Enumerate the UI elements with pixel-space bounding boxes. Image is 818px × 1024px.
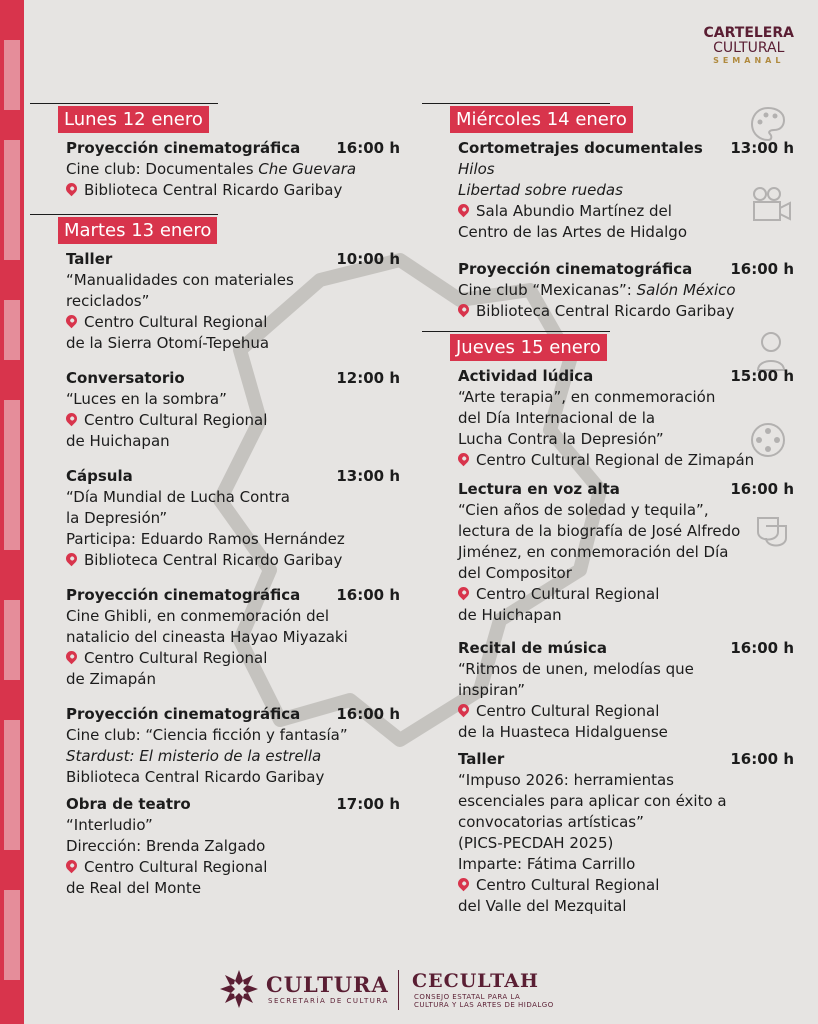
event-venue-text: Centro Cultural Regional bbox=[84, 411, 268, 429]
event-time: 15:00 h bbox=[730, 367, 794, 385]
event-detail-text: Cine Ghibli, en conmemoración del bbox=[66, 607, 330, 625]
event-item bbox=[458, 366, 794, 471]
event-detail-text: inspiran” bbox=[458, 681, 525, 699]
event-venue bbox=[66, 648, 400, 669]
event-detail-text: Cine club: “Ciencia ficción y fantasía” bbox=[66, 726, 348, 744]
left-decorative-bar bbox=[0, 0, 24, 1024]
event-detail bbox=[66, 487, 400, 508]
event-detail bbox=[66, 627, 400, 648]
event-venue-text: de Zimapán bbox=[66, 670, 156, 688]
event-detail bbox=[458, 280, 794, 301]
event-detail bbox=[66, 836, 400, 857]
event-detail bbox=[66, 767, 400, 788]
location-pin-icon bbox=[64, 858, 80, 874]
cultura-wordmark: CULTURA bbox=[266, 972, 389, 997]
day-rule bbox=[30, 214, 218, 215]
event-detail-text: Che Guevara bbox=[258, 160, 357, 178]
event-detail bbox=[66, 508, 400, 529]
event-type: Taller bbox=[66, 250, 113, 268]
event-item bbox=[66, 368, 400, 452]
event-venue-text: Centro Cultural Regional bbox=[476, 585, 660, 603]
brand-line-1: CARTELERA bbox=[703, 25, 794, 41]
event-detail bbox=[66, 389, 400, 410]
event-venue-text: de la Sierra Otomí-Tepehua bbox=[66, 334, 270, 352]
event-venue bbox=[458, 201, 794, 222]
event-detail-text: “Manualidades con materiales bbox=[66, 271, 294, 289]
event-detail-text: “Ritmos de unen, melodías que bbox=[458, 660, 694, 678]
day-header bbox=[422, 100, 794, 136]
event-detail bbox=[458, 770, 794, 791]
event-venue-text: de la Huasteca Hidalguense bbox=[458, 723, 668, 741]
event-venue-text: Sala Abundio Martínez del bbox=[476, 202, 672, 220]
day-rule bbox=[422, 331, 610, 332]
event-header bbox=[458, 138, 794, 159]
event-detail-text: lectura de la biografía de José Alfredo bbox=[458, 522, 741, 540]
day-header bbox=[30, 100, 400, 136]
event-venue-text: Centro Cultural Regional bbox=[84, 649, 268, 667]
event-detail bbox=[458, 833, 794, 854]
event-detail-text: “Interludio” bbox=[66, 816, 153, 834]
day-label: Jueves 15 enero bbox=[450, 334, 607, 361]
event-time: 16:00 h bbox=[336, 586, 400, 604]
event-detail-text: reciclados” bbox=[66, 292, 150, 310]
event-venue bbox=[66, 410, 400, 431]
event-time: 10:00 h bbox=[336, 250, 400, 268]
event-detail bbox=[66, 746, 400, 767]
event-venue bbox=[458, 875, 794, 896]
event-item bbox=[66, 249, 400, 354]
event-detail-text: Jiménez, en conmemoración del Día bbox=[458, 543, 729, 561]
event-detail bbox=[66, 270, 400, 291]
event-detail-text: la Depresión” bbox=[66, 509, 168, 527]
day-rule bbox=[422, 103, 610, 104]
cultura-star-icon bbox=[218, 968, 260, 1010]
event-header bbox=[66, 138, 400, 159]
event-venue-text: Biblioteca Central Ricardo Garibay bbox=[476, 302, 735, 320]
location-pin-icon bbox=[456, 702, 472, 718]
event-detail-text: Participa: Eduardo Ramos Hernández bbox=[66, 530, 345, 548]
event-detail-text: del Compositor bbox=[458, 564, 572, 582]
event-detail-text: Hilos bbox=[458, 160, 495, 178]
event-header bbox=[458, 749, 794, 770]
event-detail-text: (PICS-PECDAH 2025) bbox=[458, 834, 614, 852]
event-type: Taller bbox=[458, 750, 505, 768]
event-item bbox=[458, 749, 794, 917]
event-time: 16:00 h bbox=[336, 705, 400, 723]
event-detail bbox=[458, 680, 794, 701]
event-header bbox=[458, 366, 794, 387]
event-detail bbox=[66, 159, 400, 180]
event-venue bbox=[458, 222, 794, 243]
event-detail bbox=[458, 159, 794, 180]
event-venue-text: de Huichapan bbox=[458, 606, 562, 624]
location-pin-icon bbox=[456, 302, 472, 318]
event-header bbox=[66, 249, 400, 270]
event-header bbox=[66, 466, 400, 487]
event-detail-text: escenciales para aplicar con éxito a bbox=[458, 792, 727, 810]
left-column bbox=[30, 100, 400, 913]
event-venue bbox=[66, 878, 400, 899]
event-type: Obra de teatro bbox=[66, 795, 191, 813]
event-type: Conversatorio bbox=[66, 369, 185, 387]
event-detail-text: Imparte: Fátima Carrillo bbox=[458, 855, 636, 873]
event-time: 16:00 h bbox=[336, 139, 400, 157]
event-venue bbox=[66, 180, 400, 201]
event-header bbox=[66, 794, 400, 815]
day-label: Miércoles 14 enero bbox=[450, 106, 633, 133]
event-detail-text: “Impuso 2026: herramientas bbox=[458, 771, 674, 789]
brand-line-3: SEMANAL bbox=[713, 56, 785, 65]
right-column bbox=[422, 100, 794, 931]
event-detail bbox=[458, 521, 794, 542]
event-detail-text: Libertad sobre ruedas bbox=[458, 181, 623, 199]
location-pin-icon bbox=[456, 451, 472, 467]
event-item bbox=[66, 466, 400, 571]
event-detail bbox=[66, 529, 400, 550]
event-item bbox=[458, 138, 794, 243]
day-header bbox=[30, 211, 400, 247]
location-pin-icon bbox=[456, 202, 472, 218]
event-venue bbox=[66, 669, 400, 690]
event-detail-text: convocatorias artísticas” bbox=[458, 813, 644, 831]
cecultah-wordmark: CECULTAH bbox=[412, 970, 539, 992]
event-type: Cortometrajes documentales bbox=[458, 139, 703, 157]
secretaria-label: SECRETARÍA DE CULTURA bbox=[268, 997, 389, 1005]
event-venue bbox=[66, 857, 400, 878]
event-venue-text: Centro Cultural Regional bbox=[476, 702, 660, 720]
event-time: 16:00 h bbox=[730, 750, 794, 768]
event-detail bbox=[458, 542, 794, 563]
event-type: Recital de música bbox=[458, 639, 607, 657]
event-type: Proyección cinematográfica bbox=[66, 586, 301, 604]
location-pin-icon bbox=[456, 585, 472, 601]
event-item bbox=[66, 585, 400, 690]
event-time: 12:00 h bbox=[336, 369, 400, 387]
event-venue-text: Biblioteca Central Ricardo Garibay bbox=[84, 181, 343, 199]
event-venue-text: Centro Cultural Regional de Zimapán bbox=[476, 451, 755, 469]
location-pin-icon bbox=[64, 551, 80, 567]
event-detail-text: “Día Mundial de Lucha Contra bbox=[66, 488, 290, 506]
event-detail bbox=[458, 812, 794, 833]
event-detail bbox=[66, 815, 400, 836]
event-detail bbox=[66, 291, 400, 312]
event-detail-text: natalicio del cineasta Hayao Miyazaki bbox=[66, 628, 348, 646]
event-detail-text: Stardust: El misterio de la estrella bbox=[66, 747, 322, 765]
event-detail bbox=[458, 854, 794, 875]
event-time: 16:00 h bbox=[730, 639, 794, 657]
event-type: Lectura en voz alta bbox=[458, 480, 620, 498]
event-type: Proyección cinematográfica bbox=[458, 260, 693, 278]
event-detail-text: Lucha Contra la Depresión” bbox=[458, 430, 664, 448]
event-venue bbox=[458, 605, 794, 626]
event-header bbox=[458, 638, 794, 659]
event-venue bbox=[458, 301, 794, 322]
location-pin-icon bbox=[64, 181, 80, 197]
event-item bbox=[66, 704, 400, 788]
event-item bbox=[458, 259, 794, 322]
location-pin-icon bbox=[64, 313, 80, 329]
event-detail-text: “Arte terapia”, en conmemoración bbox=[458, 388, 716, 406]
day-rule bbox=[30, 103, 218, 104]
event-venue bbox=[66, 431, 400, 452]
event-detail bbox=[458, 387, 794, 408]
event-type: Actividad lúdica bbox=[458, 367, 594, 385]
event-detail-text: Salón México bbox=[636, 281, 736, 299]
day-label: Martes 13 enero bbox=[58, 217, 217, 244]
event-venue-text: de Real del Monte bbox=[66, 879, 202, 897]
event-type: Cápsula bbox=[66, 467, 133, 485]
event-time: 17:00 h bbox=[336, 795, 400, 813]
event-venue-text: Centro Cultural Regional bbox=[476, 876, 660, 894]
footer-logos bbox=[218, 966, 618, 1012]
event-detail bbox=[458, 408, 794, 429]
event-venue bbox=[458, 896, 794, 917]
event-time: 16:00 h bbox=[730, 260, 794, 278]
event-item bbox=[66, 794, 400, 899]
event-header bbox=[66, 368, 400, 389]
event-detail-text: “Luces en la sombra” bbox=[66, 390, 227, 408]
event-venue bbox=[458, 722, 794, 743]
event-detail-text: Dirección: Brenda Zalgado bbox=[66, 837, 266, 855]
event-detail bbox=[458, 500, 794, 521]
event-header bbox=[458, 259, 794, 280]
event-venue-text: del Valle del Mezquital bbox=[458, 897, 627, 915]
footer-divider bbox=[398, 970, 399, 1010]
event-detail bbox=[458, 563, 794, 584]
event-time: 16:00 h bbox=[730, 480, 794, 498]
event-type: Proyección cinematográfica bbox=[66, 705, 301, 723]
event-type: Proyección cinematográfica bbox=[66, 139, 301, 157]
event-detail bbox=[66, 725, 400, 746]
event-venue-text: Centro Cultural Regional bbox=[84, 858, 268, 876]
day-label: Lunes 12 enero bbox=[58, 106, 209, 133]
location-pin-icon bbox=[64, 411, 80, 427]
event-venue bbox=[66, 312, 400, 333]
event-item bbox=[458, 638, 794, 743]
day-header bbox=[422, 328, 794, 364]
event-item bbox=[458, 479, 794, 626]
event-venue bbox=[458, 450, 794, 471]
event-venue bbox=[458, 701, 794, 722]
consejo-line-1: CONSEJO ESTATAL PARA LA bbox=[414, 993, 521, 1001]
consejo-line-2: CULTURA Y LAS ARTES DE HIDALGO bbox=[414, 1001, 554, 1009]
event-detail bbox=[458, 180, 794, 201]
event-venue-text: Centro de las Artes de Hidalgo bbox=[458, 223, 687, 241]
event-venue bbox=[66, 333, 400, 354]
event-detail-text: Cine club: Documentales bbox=[66, 160, 259, 178]
event-detail bbox=[458, 659, 794, 680]
event-time: 13:00 h bbox=[336, 467, 400, 485]
event-venue bbox=[458, 584, 794, 605]
event-detail bbox=[458, 791, 794, 812]
event-detail bbox=[458, 429, 794, 450]
location-pin-icon bbox=[64, 649, 80, 665]
event-detail-text: del Día Internacional de la bbox=[458, 409, 656, 427]
cartelera-brand bbox=[704, 26, 794, 65]
event-venue bbox=[66, 550, 400, 571]
event-item bbox=[66, 138, 400, 201]
event-detail-text: Cine club “Mexicanas”: bbox=[458, 281, 637, 299]
event-time: 13:00 h bbox=[730, 139, 794, 157]
event-venue-text: de Huichapan bbox=[66, 432, 170, 450]
event-venue-text: Biblioteca Central Ricardo Garibay bbox=[84, 551, 343, 569]
event-header bbox=[458, 479, 794, 500]
event-detail-text: “Cien años de soledad y tequila”, bbox=[458, 501, 709, 519]
event-header bbox=[66, 585, 400, 606]
brand-line-2: CULTURAL bbox=[713, 40, 785, 56]
event-venue-text: Centro Cultural Regional bbox=[84, 313, 268, 331]
event-detail bbox=[66, 606, 400, 627]
event-header bbox=[66, 704, 400, 725]
location-pin-icon bbox=[456, 876, 472, 892]
event-detail-text: Biblioteca Central Ricardo Garibay bbox=[66, 768, 325, 786]
